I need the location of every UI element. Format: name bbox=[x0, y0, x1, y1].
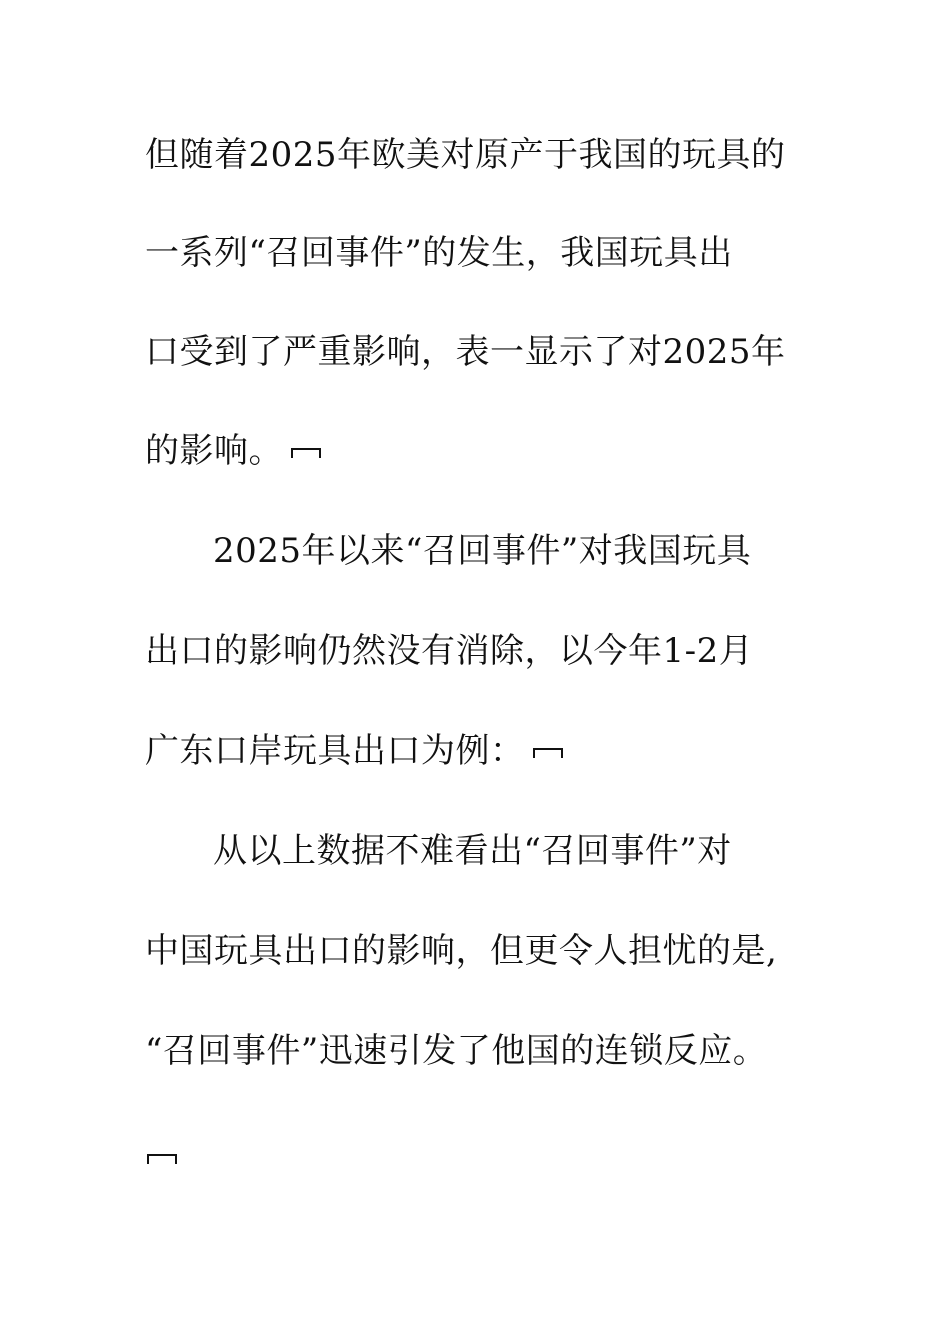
paragraph-1-line-2: 一系列“召回事件”的发生，我国玩具出 bbox=[145, 233, 733, 273]
paragraph-1-line-4-wrapper bbox=[145, 431, 321, 471]
paragraph-mark-icon bbox=[533, 748, 563, 758]
paragraph-2-line-2: 出口的影响仍然没有消除，以今年1-2月 bbox=[145, 631, 754, 671]
paragraph-mark-icon bbox=[291, 448, 321, 458]
paragraph-1-line-3: 口受到了严重影响，表一显示了对2025年 bbox=[145, 332, 786, 372]
paragraph-mark-icon bbox=[147, 1154, 177, 1164]
paragraph-3-line-2: 中国玩具出口的影响，但更令人担忧的是, bbox=[145, 931, 778, 971]
paragraph-2-line-1: 2025年以来“召回事件”对我国玩具 bbox=[213, 531, 752, 571]
paragraph-2-line-3: 广东口岸玩具出口为例： bbox=[145, 731, 525, 771]
paragraph-3-line-1: 从以上数据不难看出“召回事件”对 bbox=[213, 831, 732, 871]
paragraph-1-line-4: 的影响。 bbox=[145, 431, 283, 471]
paragraph-2-line-3-wrapper bbox=[145, 731, 563, 771]
paragraph-3-line-3: “召回事件”迅速引发了他国的连锁反应。 bbox=[145, 1031, 768, 1071]
paragraph-1-line-1: 但随着2025年欧美对原产于我国的玩具的 bbox=[145, 135, 786, 175]
